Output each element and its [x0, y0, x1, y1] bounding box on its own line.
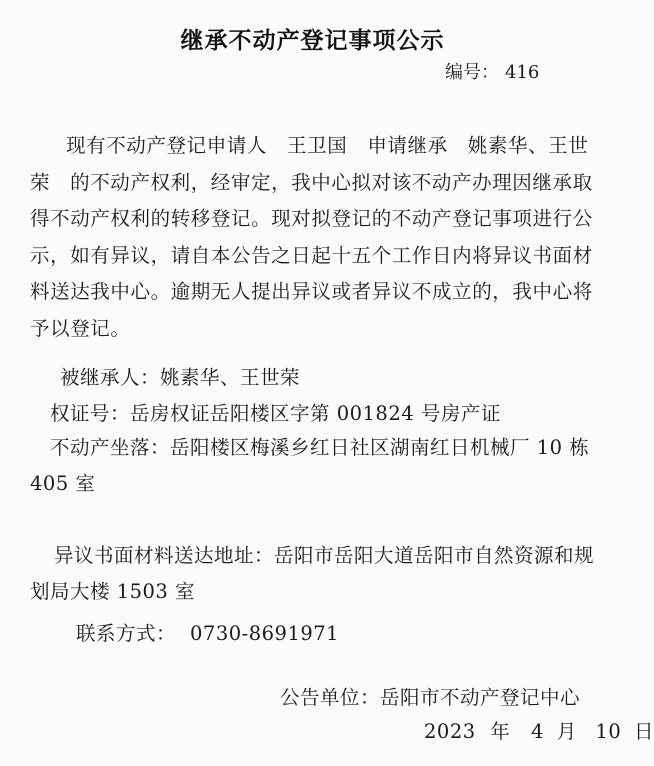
serial-label: 编号： [445, 62, 499, 83]
decedent-names: 姚素华、王世荣 [30, 134, 589, 194]
contact-field [76, 618, 339, 646]
date-day: 10 [595, 720, 622, 743]
date-year-unit: 年 [490, 720, 511, 743]
location-field: 不动产坐落：岳阳楼区梅溪乡红日社区湖南红日机械厂 10 栋 405 室 [30, 436, 590, 495]
heir-field: 被继承人：姚素华、王世荣 [60, 366, 301, 389]
contact-phone: 0730-8691971 [190, 622, 340, 645]
serial-number [445, 58, 539, 84]
applicant-name: 王卫国 [287, 134, 348, 157]
date-day-unit: 日 [633, 720, 654, 743]
body-part-3: 的不动产权利，经审定，我中心拟对该不动产办理因继承取得不动产权利的转移登记。现对拟登记的不动产登记事项进行公示，如有异议，请自本公告之日起十五个工作日内将异议书面材料送达我中心。逾期无人提出异议或者异议不成立的，我中心将予以登记。 [30, 170, 593, 340]
certificate-field: 权证号：岳房权证岳阳楼区字第 001824 号房产证 [50, 402, 501, 425]
issuing-unit: 公告单位：岳阳市不动产登记中心 [280, 686, 581, 709]
date-month: 4 [531, 720, 544, 743]
notice-body [30, 128, 595, 347]
date-month-unit: 月 [556, 720, 577, 743]
page-title: 继承不动产登记事项公示 [180, 28, 445, 54]
body-part-2: 申请继承 [367, 134, 448, 157]
issue-date [424, 716, 654, 744]
date-year: 2023 [424, 720, 476, 743]
serial-value: 416 [505, 62, 540, 83]
body-part-1: 现有不动产登记申请人 [66, 134, 268, 157]
contact-label: 联系方式： [76, 622, 177, 645]
objection-address-field: 异议书面材料送达地址：岳阳市岳阳大道岳阳市自然资源和规划局大楼 1503 室 [30, 544, 595, 603]
